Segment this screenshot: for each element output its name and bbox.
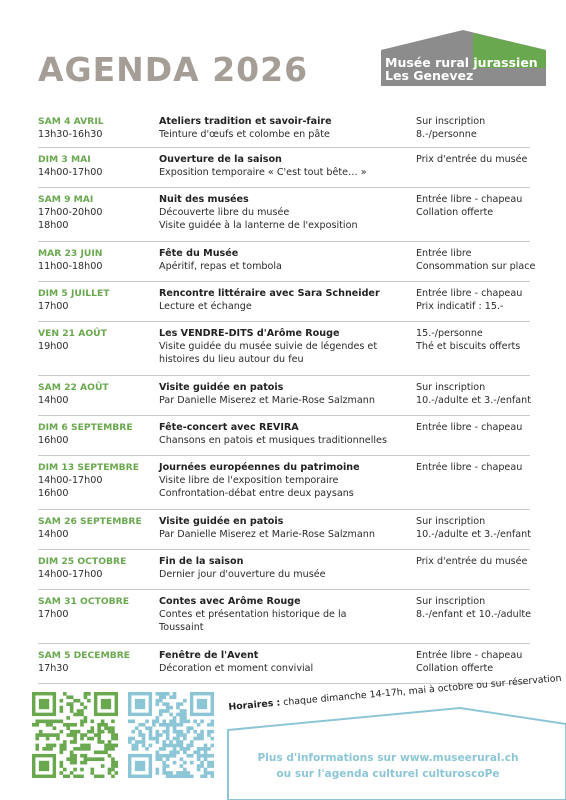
event-info-line: Sur inscription — [416, 596, 486, 607]
event-time: 14h00 — [38, 395, 69, 407]
event-description — [159, 193, 417, 233]
event-info-line: Prix indicatif : 15.- — [416, 301, 504, 313]
event-date-time — [38, 649, 156, 675]
event-detail: Apéritif, repas et tombola — [159, 261, 282, 273]
event-time: 14h00-17h00 — [38, 167, 103, 179]
event-detail: Par Danielle Miserez et Marie-Rose Salzmann — [159, 529, 375, 541]
event-time: 19h00 — [38, 341, 69, 353]
opening-hours-text: chaque dimanche 14-17h, mai à octobre ou sur réservation — [282, 672, 562, 709]
event-date-time — [38, 287, 156, 313]
more-info-line1[interactable]: Plus d'informations sur www.museerural.ch — [257, 752, 519, 764]
event-time: 14h00-17h00 — [38, 569, 103, 581]
event-time: 14h00-17h00 — [38, 475, 103, 487]
event-detail: Exposition temporaire « C'est tout bête… » — [159, 167, 367, 179]
page-title: AGENDA 2026 — [38, 50, 309, 89]
event-date-time — [38, 193, 156, 233]
event-date: DIM 13 SEPTEMBRE — [38, 462, 140, 473]
event-detail: Confrontation-débat entre deux paysans — [159, 488, 354, 500]
event-detail: Visite guidée du musée suivie de légendes et — [159, 341, 378, 353]
event-description — [159, 381, 417, 407]
event-description — [159, 287, 417, 313]
event-detail: Dernier jour d'ouverture du musée — [159, 569, 326, 581]
event-title: Ateliers tradition et savoir-faire — [159, 116, 332, 127]
event-price-info — [416, 421, 532, 434]
event-info-line: Collation offerte — [416, 663, 494, 675]
event-info-line: Entrée libre — [416, 248, 472, 259]
event-info-line: Sur inscription — [416, 516, 486, 527]
event-time: 16h00 — [38, 435, 69, 447]
logo-line1: Musée rural jurassien — [385, 55, 538, 70]
event-info-line: 10.-/adulte et 3.-/enfant — [416, 529, 532, 541]
qr-code-website[interactable] — [32, 692, 118, 778]
agenda-row — [38, 148, 530, 188]
event-info-line: Prix d'entrée du musée — [416, 556, 528, 567]
event-info-line: Entrée libre - chapeau — [416, 650, 523, 661]
event-date-time — [38, 421, 156, 447]
event-description — [159, 421, 417, 447]
event-description — [159, 515, 417, 541]
event-detail: Lecture et échange — [159, 301, 252, 313]
event-detail: Visite libre de l'exposition temporaire — [159, 475, 339, 487]
event-title: Visite guidée en patois — [159, 516, 284, 527]
event-date-time — [38, 555, 156, 581]
event-title: Fête du Musée — [159, 248, 239, 259]
event-date-time — [38, 115, 156, 141]
event-date: SAM 9 MAI — [38, 194, 94, 205]
event-title: Nuit des musées — [159, 194, 249, 205]
event-time: 13h30-16h30 — [38, 129, 103, 141]
event-time: 18h00 — [38, 220, 69, 232]
event-info-line: Sur inscription — [416, 116, 486, 127]
event-info-line: Consommation sur place — [416, 261, 536, 273]
event-description — [159, 327, 417, 367]
event-title: Journées européennes du patrimoine — [159, 462, 360, 473]
event-title: Ouverture de la saison — [159, 154, 282, 165]
agenda-row — [38, 456, 530, 510]
event-price-info — [416, 595, 532, 621]
more-info — [238, 750, 538, 782]
agenda-row — [38, 550, 530, 590]
event-date-time — [38, 595, 156, 621]
event-price-info — [416, 555, 532, 568]
event-date: DIM 3 MAI — [38, 154, 91, 165]
event-price-info — [416, 649, 532, 675]
event-date-time — [38, 515, 156, 541]
event-date: VEN 21 AOÛT — [38, 328, 107, 339]
event-info-line: 15.-/personne — [416, 328, 483, 339]
event-time: 17h30 — [38, 663, 69, 675]
event-info-line: Entrée libre - chapeau — [416, 194, 523, 205]
event-price-info — [416, 515, 532, 541]
event-detail: Contes et présentation historique de la — [159, 609, 347, 621]
event-price-info — [416, 381, 532, 407]
event-description — [159, 555, 417, 581]
event-time: 11h00-18h00 — [38, 261, 103, 273]
agenda-list — [38, 110, 536, 684]
event-detail: Découverte libre du musée — [159, 207, 290, 219]
qr-code-instagram[interactable] — [128, 692, 214, 778]
event-date: DIM 6 SEPTEMBRE — [38, 422, 133, 433]
event-detail: Toussaint — [159, 622, 204, 634]
event-price-info — [416, 153, 532, 166]
event-description — [159, 115, 417, 141]
event-time: 14h00 — [38, 529, 69, 541]
event-date-time — [38, 327, 156, 353]
event-date-time — [38, 153, 156, 179]
event-description — [159, 595, 417, 635]
event-date-time — [38, 461, 156, 501]
agenda-row — [38, 188, 530, 242]
event-price-info — [416, 327, 532, 353]
event-date: DIM 25 OCTOBRE — [38, 556, 127, 567]
agenda-row — [38, 376, 530, 416]
more-info-line2: ou sur l'agenda culturel culturoscoPe — [276, 768, 500, 780]
event-title: Les VENDRE-DITS d'Arôme Rouge — [159, 328, 340, 339]
event-detail: Visite guidée à la lanterne de l'exposition — [159, 220, 358, 232]
event-info-line: 8.-/personne — [416, 129, 477, 141]
event-info-line: Entrée libre - chapeau — [416, 422, 523, 433]
agenda-row — [38, 510, 530, 550]
event-date: MAR 23 JUIN — [38, 248, 103, 259]
agenda-row — [38, 242, 536, 282]
event-info-line: Entrée libre - chapeau — [416, 462, 523, 473]
museum-logo — [381, 28, 546, 88]
event-time: 17h00 — [38, 609, 69, 621]
event-title: Contes avec Arôme Rouge — [159, 596, 301, 607]
event-info-line: 10.-/adulte et 3.-/enfant — [416, 395, 532, 407]
event-detail: Décoration et moment convivial — [159, 663, 314, 675]
event-time: 16h00 — [38, 488, 69, 500]
event-title: Fin de la saison — [159, 556, 244, 567]
event-price-info — [416, 287, 532, 313]
event-description — [159, 153, 417, 179]
event-title: Visite guidée en patois — [159, 382, 284, 393]
logo-line2: Les Genevez — [385, 68, 474, 83]
event-description — [159, 461, 417, 501]
event-date-time — [38, 381, 156, 407]
opening-hours-label: Horaires : — [228, 697, 281, 713]
event-date: SAM 22 AOÛT — [38, 382, 109, 393]
event-info-line: Entrée libre - chapeau — [416, 288, 523, 299]
event-date: DIM 5 JUILLET — [38, 288, 110, 299]
event-price-info — [416, 193, 532, 219]
agenda-row — [38, 110, 530, 148]
event-description — [159, 247, 417, 273]
event-info-line: 8.-/enfant et 10.-/adulte — [416, 609, 532, 621]
event-detail: Chansons en patois et musiques traditionnelles — [159, 435, 387, 447]
event-title: Fête-concert avec REVIRA — [159, 422, 299, 433]
event-date-time — [38, 247, 156, 273]
event-info-line: Thé et biscuits offerts — [416, 341, 521, 353]
agenda-row — [38, 644, 530, 684]
event-date: SAM 5 DECEMBRE — [38, 650, 131, 661]
agenda-row — [38, 590, 530, 644]
event-date: SAM 4 AVRIL — [38, 116, 104, 127]
event-price-info — [416, 247, 536, 273]
event-time: 17h00-20h00 — [38, 207, 103, 219]
event-price-info — [416, 115, 532, 141]
event-price-info — [416, 461, 532, 474]
event-info-line: Collation offerte — [416, 207, 494, 219]
event-time: 17h00 — [38, 301, 69, 313]
event-info-line: Sur inscription — [416, 382, 486, 393]
agenda-row — [38, 416, 530, 456]
event-info-line: Prix d'entrée du musée — [416, 154, 528, 165]
event-date: SAM 26 SEPTEMBRE — [38, 516, 142, 527]
event-title: Rencontre littéraire avec Sara Schneider — [159, 288, 380, 299]
agenda-row — [38, 282, 530, 322]
agenda-row — [38, 322, 530, 376]
event-date: SAM 31 OCTOBRE — [38, 596, 130, 607]
event-title: Fenêtre de l'Avent — [159, 650, 259, 661]
event-description — [159, 649, 417, 675]
event-detail: Teinture d'œufs et colombe en pâte — [159, 129, 330, 141]
event-detail: histoires du lieu autour du feu — [159, 354, 304, 366]
event-detail: Par Danielle Miserez et Marie-Rose Salzmann — [159, 395, 375, 407]
